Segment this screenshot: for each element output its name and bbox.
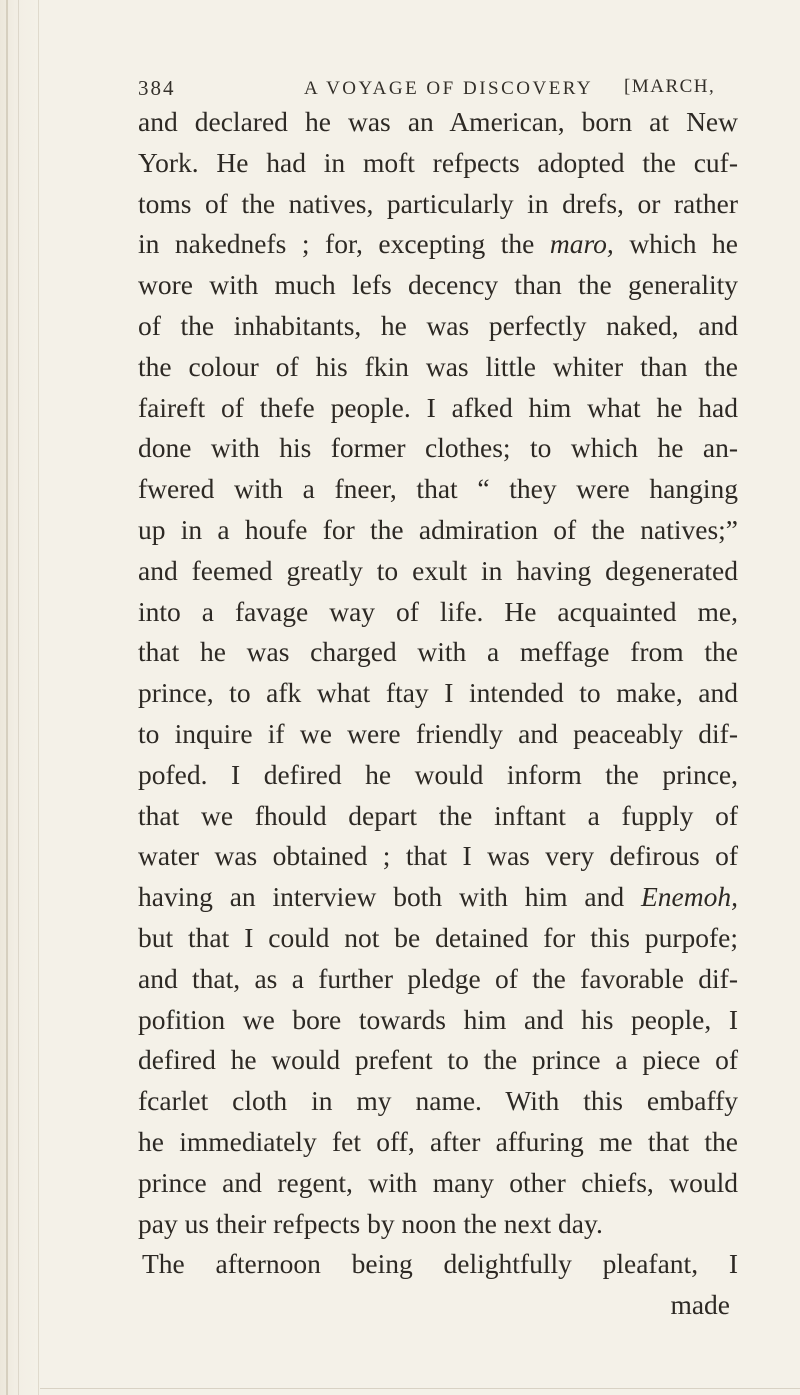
text-line: prince, to afk what ftay I intended to make, and bbox=[138, 677, 738, 709]
running-title: A VOYAGE OF DISCOVERY bbox=[304, 78, 594, 99]
body-text bbox=[138, 102, 738, 1326]
text-run: which he bbox=[613, 228, 738, 260]
text-line: fcarlet cloth in my name. With this embaffy bbox=[138, 1085, 738, 1117]
text-line: up in a houfe for the admiration of the natives;” bbox=[138, 513, 738, 545]
italic-term: maro, bbox=[549, 228, 614, 260]
running-month: [MARCH, bbox=[624, 76, 716, 97]
page-number: 384 bbox=[138, 76, 176, 100]
text-line: pay us their refpects by noon the next day. bbox=[138, 1207, 603, 1239]
text-run: in nakednefs ; for, excepting the bbox=[138, 228, 550, 260]
page-bottom-edge bbox=[40, 1388, 800, 1389]
text-line: and declared he was an American, born at New bbox=[138, 106, 738, 137]
text-line: done with his former clothes; to which he an- bbox=[138, 432, 738, 464]
text-line bbox=[138, 224, 738, 265]
text-line: that he was charged with a meffage from the bbox=[138, 636, 738, 668]
text-line: York. He had in moft refpects adopted the cuf- bbox=[138, 146, 738, 178]
text-line: that we fhould depart the inftant a fupply of bbox=[138, 799, 738, 831]
text-line: but that I could not be detained for this purpofe; bbox=[138, 921, 738, 953]
text-line: toms of the natives, particularly in drefs, or rather bbox=[138, 187, 738, 219]
text-line: The afternoon being delightfully pleafant, I bbox=[142, 1248, 738, 1280]
text-line: pofed. I defired he would inform the prince, bbox=[138, 758, 738, 790]
text-line: and that, as a further pledge of the favorable dif- bbox=[138, 962, 738, 994]
text-line: he immediately fet off, after affuring me that the bbox=[138, 1125, 738, 1157]
italic-name: Enemoh, bbox=[641, 881, 738, 913]
text-run: having an interview both with him and bbox=[138, 881, 641, 913]
text-line: into a favage way of life. He acquainted me, bbox=[138, 595, 738, 627]
text-line: fwered with a fneer, that “ they were hanging bbox=[138, 473, 738, 505]
book-gutter bbox=[0, 0, 39, 1395]
text-line: defired he would prefent to the prince a piece of bbox=[138, 1044, 738, 1076]
text-line: of the inhabitants, he was perfectly naked, and bbox=[138, 309, 738, 341]
gutter-shadow-line bbox=[6, 0, 8, 1395]
text-line: faireft of thefe people. I afked him what he had bbox=[138, 391, 738, 423]
text-line: to inquire if we were friendly and peaceably dif- bbox=[138, 717, 738, 749]
text-line: wore with much lefs decency than the generality bbox=[138, 269, 738, 301]
text-line bbox=[138, 877, 738, 918]
text-line: prince and regent, with many other chiefs, would bbox=[138, 1166, 738, 1198]
text-line: and feemed greatly to exult in having degenerated bbox=[138, 554, 738, 586]
text-line: water was obtained ; that I was very defirous of bbox=[138, 840, 738, 872]
gutter-shadow-line bbox=[18, 0, 19, 1395]
text-line: the colour of his fkin was little whiter than the bbox=[138, 350, 738, 382]
text-line: pofition we bore towards him and his people, I bbox=[138, 1003, 738, 1035]
book-page bbox=[138, 76, 798, 1321]
catchword: made bbox=[670, 1289, 730, 1321]
